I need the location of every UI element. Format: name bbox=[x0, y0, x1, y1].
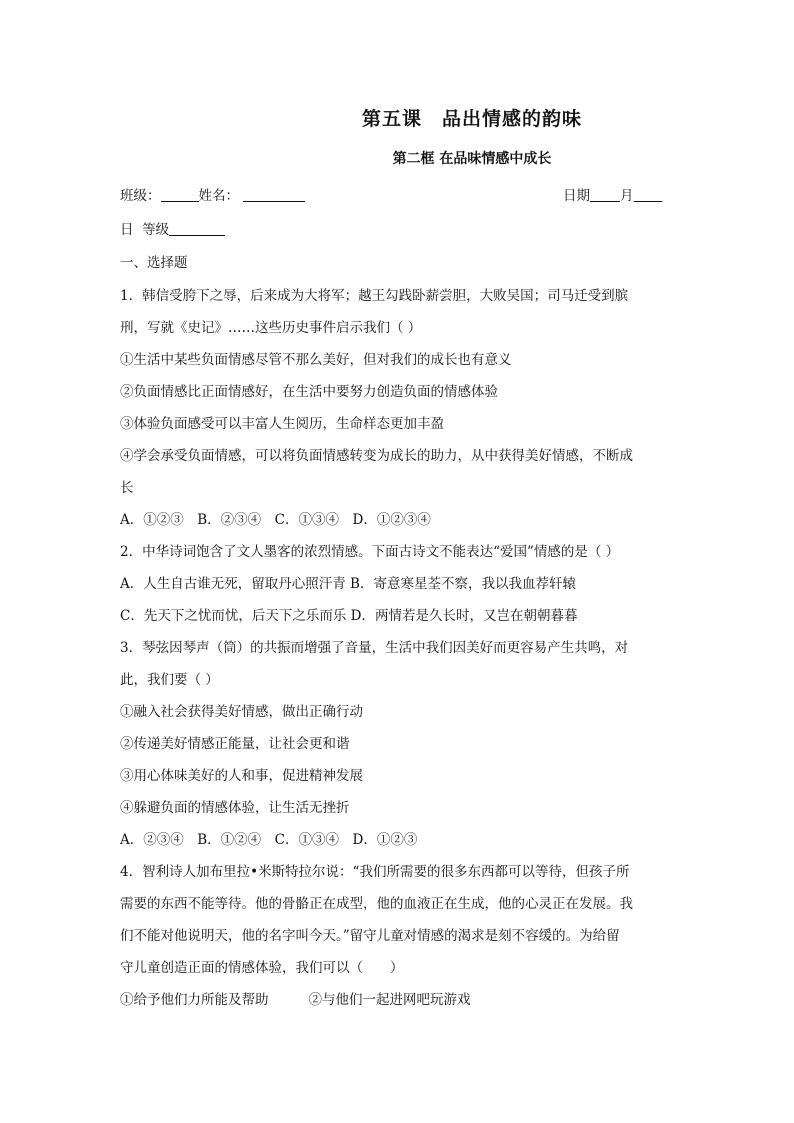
name-label: 姓名： bbox=[198, 188, 239, 204]
lesson-title: 第五课 品出情感的韵味 bbox=[361, 108, 582, 130]
day-label: 日 bbox=[120, 222, 134, 238]
q4-stem-line1: 4．智利诗人加布里拉•米斯特拉尔说：“我们所需要的很多东西都可以等待，但孩子所 bbox=[120, 864, 630, 880]
day-grade-line bbox=[120, 218, 225, 238]
q1-option-3: ③体验负面感受可以丰富人生阅历，生命样态更加丰盈 bbox=[120, 416, 444, 432]
q4-option-2: ②与他们一起进网吧玩游戏 bbox=[308, 992, 471, 1008]
section-heading: 一、选择题 bbox=[120, 255, 188, 271]
q1-stem-line1: 1．韩信受胯下之辱，后来成为大将军；越王勾践卧薪尝胆，大败吴国；司马迁受到膑 bbox=[120, 288, 629, 304]
class-blank[interactable] bbox=[161, 187, 199, 202]
class-name-line bbox=[120, 184, 305, 204]
q3-choices: A．②③④ B．①②④ C．①③④ D．①②③ bbox=[120, 832, 418, 848]
q4-option-1: ①给予他们力所能及帮助 bbox=[120, 992, 269, 1008]
q4-stem-line2: 需要的东西不能等待。他的骨骼正在成型，他的血液正在生成，他的心灵正在发展。我 bbox=[120, 896, 633, 912]
q4-stem-line3: 们不能对他说明天，他的名字叫今天。”留守儿童对情感的渴求是刻不容缓的。为给留 bbox=[120, 928, 620, 944]
q2-choices-cd: C．先天下之忧而忧，后天下之乐而乐 D．两情若是久长时，又岂在朝朝暮暮 bbox=[120, 608, 578, 624]
date-line bbox=[563, 184, 662, 204]
grade-blank[interactable] bbox=[169, 221, 225, 236]
q4-options-1-2 bbox=[120, 988, 471, 1008]
date-label: 日期 bbox=[563, 188, 590, 204]
month-blank[interactable] bbox=[590, 187, 620, 202]
q1-option-4-line2: 长 bbox=[120, 480, 134, 496]
q1-stem-line2: 刑，写就《史记》……这些历史事件启示我们（ ） bbox=[120, 320, 422, 336]
q1-option-2: ②负面情感比正面情感好，在生活中要努力创造负面的情感体验 bbox=[120, 384, 498, 400]
q2-choices-ab: A．人生自古谁无死，留取丹心照汗青 B．寄意寒星荃不察，我以我血荐轩辕 bbox=[120, 576, 576, 592]
q3-option-3: ③用心体味美好的人和事，促进精神发展 bbox=[120, 768, 363, 784]
q3-stem-line1: 3．琴弦因琴声（筒）的共振而增强了音量，生活中我们因美好而更容易产生共鸣，对 bbox=[120, 640, 629, 656]
q3-stem-line2: 此，我们要（ ） bbox=[120, 672, 219, 688]
month-label: 月 bbox=[620, 188, 634, 204]
day-blank[interactable] bbox=[634, 187, 662, 202]
class-label: 班级： bbox=[120, 188, 161, 204]
q1-choices: A．①②③ B．②③④ C．①③④ D．①②③④ bbox=[120, 512, 431, 528]
q2-stem: 2．中华诗词饱含了文人墨客的浓烈情感。下面古诗文不能表达“爱国”情感的是（ ） bbox=[120, 544, 620, 560]
grade-label: 等级 bbox=[142, 222, 170, 238]
lesson-subtitle: 第二框 在品味情感中成长 bbox=[392, 151, 552, 167]
q1-option-1: ①生活中某些负面情感尽管不那么美好，但对我们的成长也有意义 bbox=[120, 352, 512, 368]
q1-option-4-line1: ④学会承受负面情感，可以将负面情感转变为成长的助力，从中获得美好情感，不断成 bbox=[120, 448, 633, 464]
q3-option-2: ②传递美好情感正能量，让社会更和谐 bbox=[120, 736, 350, 752]
q3-option-4: ④躲避负面的情感体验，让生活无挫折 bbox=[120, 800, 350, 816]
name-blank[interactable] bbox=[243, 187, 305, 202]
q4-stem-line4: 守儿童创造正面的情感体验，我们可以（ ） bbox=[120, 960, 404, 976]
q3-option-1: ①融入社会获得美好情感，做出正确行动 bbox=[120, 704, 363, 720]
